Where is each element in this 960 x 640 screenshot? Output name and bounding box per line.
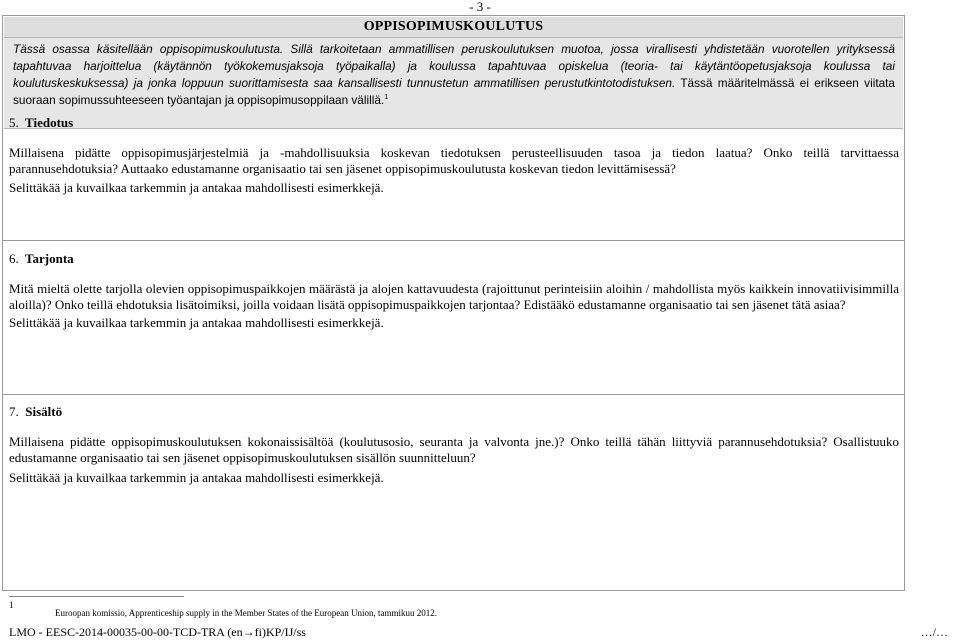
section-title-text: Tiedotus [25,115,74,130]
section-heading [9,404,899,420]
section-heading [9,115,899,131]
section-supply [9,251,899,331]
footnote-separator [9,596,184,597]
section-instruction: Selittäkää ja kuvailkaa tarkemmin ja antakaa mahdollisesti esimerkkejä. [9,180,384,195]
section-title-text: Tarjonta [25,251,74,266]
section-number: 7. [9,404,19,419]
footnote [9,600,909,619]
section-number: 5. [9,115,19,130]
section-question: Millaisena pidätte oppisopimusjärjestelmiä ja -mahdollisuuksia koskevan tiedotuksen perusteellisuuden tasoa ja tiedon laatua? Onko teillä tarvittaessa parannusehdotuksia? Auttaako edustamanne organisaatio tai sen jäsenet oppisopimuskoulutusta koskevan tiedon levittämisessä? [9,145,899,176]
section-question: Mitä mieltä olette tarjolla olevien oppisopimuspaikkojen määrästä ja alojen kattavuudesta (rajoittunut perinteisiin aloihin / mahdollista myös kaikkein innovatiivisimmilla aloilla)? Onko teillä ehdotuksia lisätoimiksi, joilla voidaan lisätä oppisopimuspaikkojen tarjontaa? Edistääkö edustamanne organisaatio tai sen jäsenet tätä asiaa? [9,281,899,312]
section-divider [2,394,904,395]
section-title: OPPISOPIMUSKOULUTUS [4,17,903,37]
section-content [9,404,899,486]
footnote-mark: 1 [9,600,14,610]
page-number: - 3 - [469,0,491,14]
section-divider [2,240,904,241]
intro-definition: Tässä osassa käsitellään oppisopimuskoulutusta. Sillä tarkoitetaan ammatillisen peruskoulutuksen muotoa, jossa virallisesti yhdistetään vuorotellen yrityksessä tapahtuvaa harjoittelua (käytännön työkokemusjaksoja työpaikalla) ja koulussa tapahtuvaa opiskelua (teoria- tai käytäntöopetusjaksoja koulussa tai koulutuskeskuksessa) ja jonka loppuun suorittamisesta saa kansallisesti tunnustetun ammatillisen perustutkintotodistuksen. [13,42,895,90]
section-heading [9,251,899,267]
section-title-text: Sisältö [25,404,63,419]
document-reference: LMO - EESC-2014-00035-00-00-TCD-TRA (en→fi)KP/IJ/ss [9,625,306,639]
section-information [9,115,899,196]
continuation-mark: …/… [920,625,948,639]
intro-note: Tässä määritelmässä ei erikseen viitata suoraan sopimussuhteeseen työantajan ja oppisopimusoppilaan välillä. [13,76,895,107]
section-question: Millaisena pidätte oppisopimuskoulutuksen kokonaissisältöä (koulutusosio, seuranta ja valvonta jne.)? Onko teillä tähän liittyviä parannusehdotuksia? Osallistuuko edustamanne organisaatio tai sen jäsenet oppisopimuskoulutuksen sisällön suunnitteluun? [9,434,899,465]
section-number: 6. [9,251,19,266]
section-instruction: Selittäkää ja kuvailkaa tarkemmin ja antakaa mahdollisesti esimerkkejä. [9,470,384,485]
footnote-text: Euroopan komissio, Apprenticeship supply in the Member States of the European Union, tammikuu 2012. [55,608,437,618]
section-instruction: Selittäkää ja kuvailkaa tarkemmin ja antakaa mahdollisesti esimerkkejä. [9,315,384,330]
footnote-reference[interactable]: 1 [384,94,389,101]
